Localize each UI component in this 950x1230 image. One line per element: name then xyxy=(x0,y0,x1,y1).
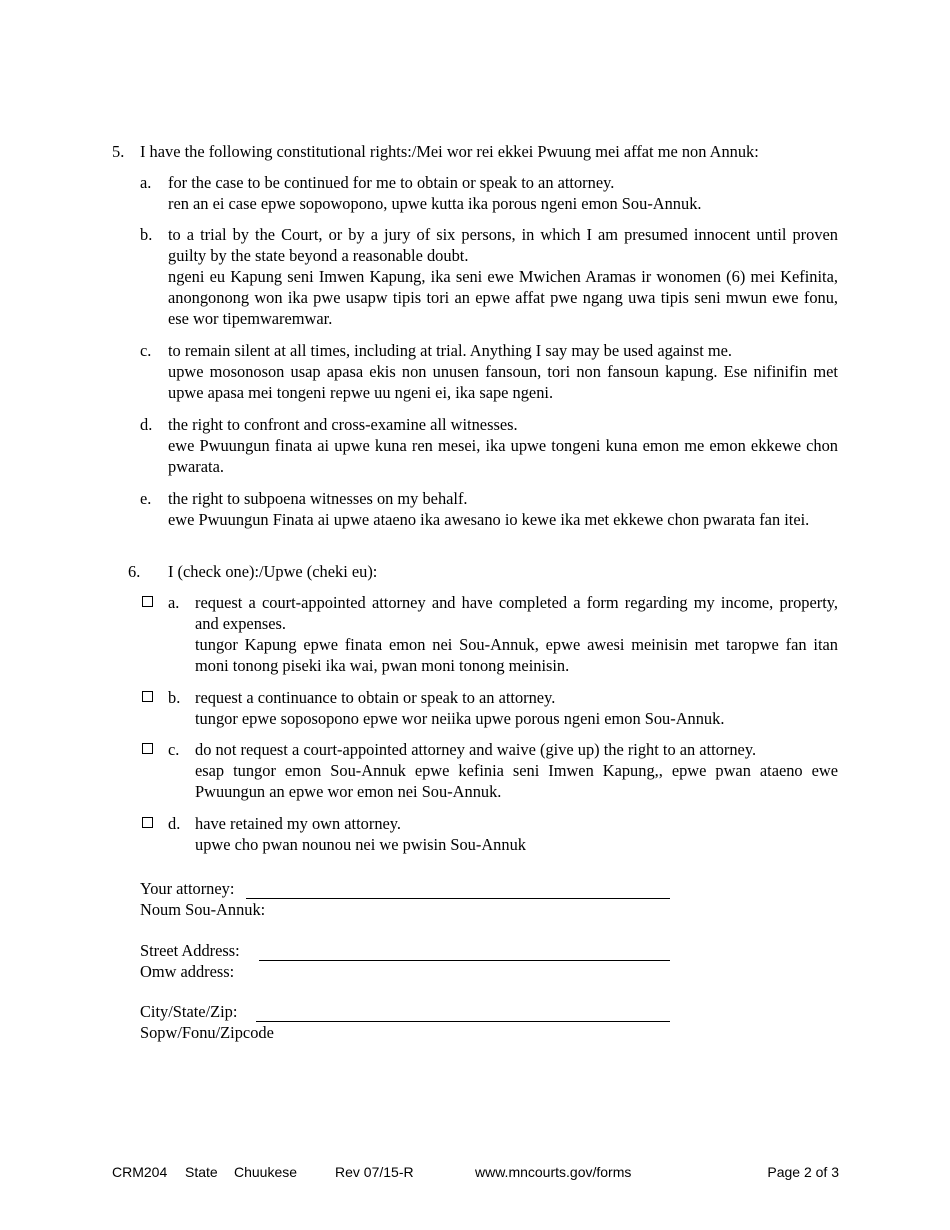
right-e-letter: e. xyxy=(140,489,152,508)
attorney-label: Your attorney: xyxy=(140,879,235,898)
page-footer xyxy=(112,1162,839,1182)
footer-state: State xyxy=(185,1164,218,1180)
option-a-chuukese: tungor Kapung epwe finata emon nei Sou-Annuk, epwe awesi meinisin met taropwe fan itan moni tonong piseki ika wai, pwan moni tonong meinisin. xyxy=(195,635,838,675)
right-e-chuukese: ewe Pwuungun Finata ai upwe ataeno ika awesano io kewe ika met ekkewe chon pwarata fan itei. xyxy=(168,510,810,529)
right-d-letter: d. xyxy=(140,415,153,434)
right-b-english: to a trial by the Court, or by a jury of six persons, in which I am presumed innocent until proven guilty by the state beyond a reasonable doubt. xyxy=(168,225,838,265)
option-a-letter: a. xyxy=(168,593,180,612)
item-6-heading: I (check one):/Upwe (cheki eu): xyxy=(168,562,378,581)
attorney-input[interactable] xyxy=(246,881,670,899)
option-a-checkbox[interactable] xyxy=(142,596,153,607)
street-field-group xyxy=(140,940,680,982)
item-5-heading: I have the following constitutional rights:/Mei wor rei ekkei Pwuung mei affat me non Annuk: xyxy=(140,142,759,161)
street-label: Street Address: xyxy=(140,941,240,960)
street-input[interactable] xyxy=(259,943,670,961)
footer-revision: Rev 07/15-R xyxy=(335,1164,414,1180)
option-d-letter: d. xyxy=(168,814,181,833)
right-a-letter: a. xyxy=(140,173,152,192)
right-e-english: the right to subpoena witnesses on my behalf. xyxy=(168,489,468,508)
option-b-letter: b. xyxy=(168,688,181,707)
city-input[interactable] xyxy=(256,1004,670,1022)
option-d-chuukese: upwe cho pwan nounou nei we pwisin Sou-Annuk xyxy=(195,835,526,854)
right-a-english: for the case to be continued for me to obtain or speak to an attorney. xyxy=(168,173,615,192)
street-sublabel: Omw address: xyxy=(140,962,235,981)
item-6-number: 6. xyxy=(128,562,141,581)
option-a-english: request a court-appointed attorney and have completed a form regarding my income, property, and expenses. xyxy=(195,593,838,633)
right-c-letter: c. xyxy=(140,341,152,360)
option-b-checkbox[interactable] xyxy=(142,691,153,702)
footer-language: Chuukese xyxy=(234,1164,298,1180)
attorney-field-group xyxy=(140,878,680,920)
footer-page-number: Page 2 of 3 xyxy=(767,1164,839,1180)
right-c-english: to remain silent at all times, including at trial. Anything I say may be used against me. xyxy=(168,341,732,360)
city-sublabel: Sopw/Fonu/Zipcode xyxy=(140,1023,274,1042)
city-field-group xyxy=(140,1001,680,1043)
right-d-english: the right to confront and cross-examine all witnesses. xyxy=(168,415,518,434)
attorney-sublabel: Noum Sou-Annuk: xyxy=(140,900,266,919)
footer-form-code: CRM204 xyxy=(112,1164,168,1180)
right-b-letter: b. xyxy=(140,225,153,244)
item-5-number: 5. xyxy=(112,142,125,161)
option-d-english: have retained my own attorney. xyxy=(195,814,402,833)
footer-url[interactable]: www.mncourts.gov/forms xyxy=(475,1164,632,1180)
item-6 xyxy=(128,561,378,582)
right-c-chuukese: upwe mosonoson usap apasa ekis non unusen fansoun, tori non fansoun kapung. Ese nifinifin met upwe apasa mei tongeni repwe uu ngeni ei, ika sape ngeni. xyxy=(168,362,838,402)
city-label: City/State/Zip: xyxy=(140,1002,238,1021)
option-b-chuukese: tungor epwe soposopono epwe wor neiika upwe porous ngeni emon Sou-Annuk. xyxy=(195,709,725,728)
right-d-chuukese: ewe Pwuungun finata ai upwe kuna ren mesei, ika upwe tongeni kuna emon me emon ekkewe chon pwarata. xyxy=(168,436,838,476)
right-b-chuukese: ngeni eu Kapung seni Imwen Kapung, ika seni ewe Mwichen Aramas ir wonomen (6) mei Kefinita, anongonong won ika pwe usapw tipis tori an epwe affat pwe ngang uwa tipis seni mwun ewe fonu, ese wor tipemwaremwar. xyxy=(168,267,838,328)
option-c-chuukese: esap tungor emon Sou-Annuk epwe kefinia seni Imwen Kapung,, epwe pwan ataeno ewe Pwuungun an epwe wor emon nei Sou-Annuk. xyxy=(195,761,838,801)
option-b-english: request a continuance to obtain or speak to an attorney. xyxy=(195,688,556,707)
option-c-english: do not request a court-appointed attorney and waive (give up) the right to an attorney. xyxy=(195,740,757,759)
option-d-checkbox[interactable] xyxy=(142,817,153,828)
option-c-checkbox[interactable] xyxy=(142,743,153,754)
option-c-letter: c. xyxy=(168,740,180,759)
right-a-chuukese: ren an ei case epwe sopowopono, upwe kutta ika porous ngeni emon Sou-Annuk. xyxy=(168,194,702,213)
